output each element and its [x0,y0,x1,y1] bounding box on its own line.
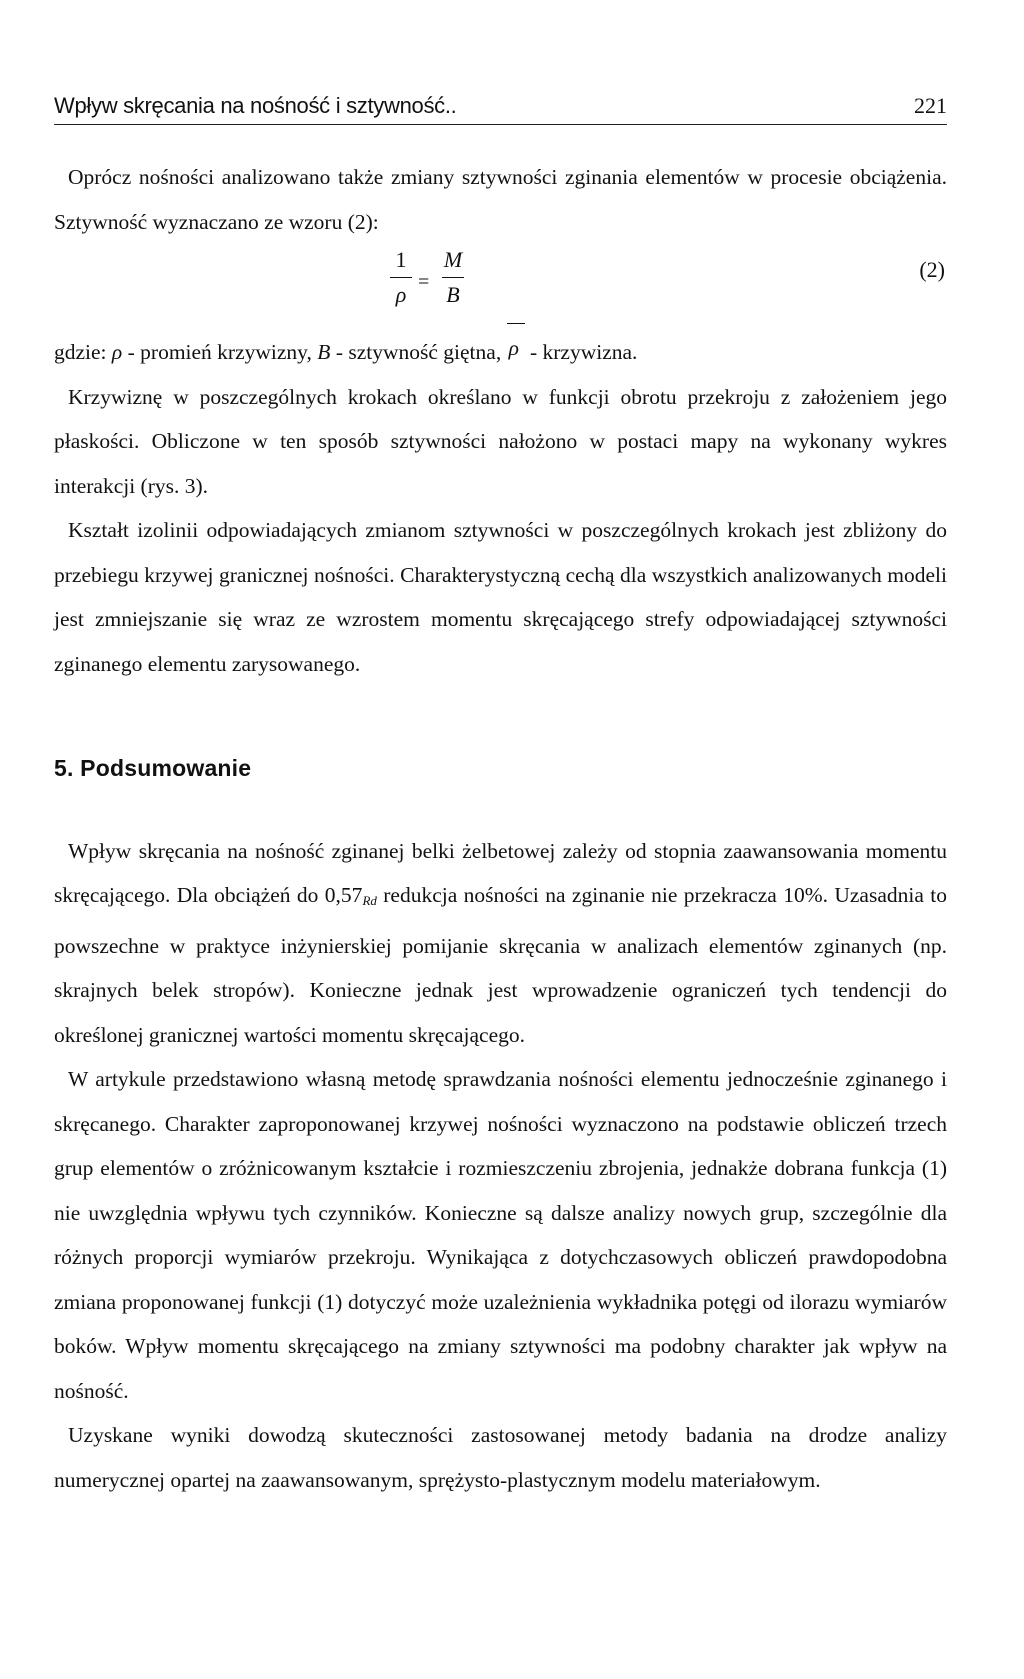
paragraph-conclusion: Uzyskane wyniki dowodzą skuteczności zastosowanej metody badania na drodze analizy numerycznej opartej na zaawansowanym, sprężysto-plastycznym modelu materiałowym. [54,1423,947,1492]
symbol-b: B [317,340,331,364]
page [54,92,947,1502]
fraction-denominator: ρ [395,282,407,307]
paragraph-isolines: Kształt izolinii odpowiadających zmianom sztywności w poszczególnych krokach jest zbliżony do przebiegu krzywej granicznej nośności. Charakterystyczną cechą dla wszystkich analizowanych modeli jest zmniejszanie się wraz ze wzrostem momentu skręcającego strefy odpowiadającej sztywności zginanego elementu zarysowanego. [54,518,947,676]
fraction-denominator: ρ [508,336,519,360]
fraction-bar [442,277,464,278]
summary-text-end: redukcja nośności na zginanie nie przekracza 10%. Uzasadnia to powszechne w praktyce inżynierskiej pomijanie skręcania w analizach elementów zginanych (np. skrajnych belek stropów). Konieczne jednak jest wprowadzenie ograniczeń tych tendencji do określonej granicznej wartości momentu skręcającego. [54,883,947,1047]
subscript-rd: Rd [362,893,377,908]
equation-number: (2) [919,257,945,282]
fraction-denominator: B [446,282,460,307]
running-header [54,92,947,125]
definition-rho: - promień krzywizny, [122,340,318,364]
fraction-bar [507,323,525,324]
paragraph-stiffness-intro: Oprócz nośności analizowano także zmiany sztywności zginania elementów w procesie obciążenia. Sztywność wyznaczano ze wzoru (2): [54,165,947,234]
equals-sign: = [418,271,430,293]
summary-text-start: Wpływ skręcania na nośność zginanej belki żelbetowej zależy od stopnia zaawansowania momentu skręcającego. Dla obciążeń do 0,57 [54,838,947,907]
paragraph-summary-torsion [54,829,947,1058]
symbol-rho: ρ [111,340,123,364]
running-header-title: Wpływ skręcania na nośność i sztywność.. [54,93,457,118]
section-heading: 5. Podsumowanie [54,755,252,781]
fraction-bar [390,277,412,278]
curvature-fraction [507,330,525,375]
fraction-one-over-rho [390,246,412,309]
body-text [54,155,947,1502]
definition-curvature: - krzywizna. [524,340,638,364]
where-prefix: gdzie: [54,340,112,364]
symbol-definitions [54,330,947,375]
fraction-numerator: M [443,247,463,272]
page-number: 221 [914,93,947,118]
definition-b: - sztywność giętna, [330,340,507,364]
paragraph-curvature: Krzywiznę w poszczególnych krokach określano w funkcji obrotu przekroju z założeniem jego płaskości. Obliczone w ten sposób sztywności nałożono w postaci mapy na wykonany wykres interakcji (rys. 3). [54,384,947,498]
curvature-formula [390,246,480,326]
paragraph-method: W artykule przedstawiono własną metodę sprawdzania nośności elementu jednocześnie zginanego i skręcanego. Charakter zaproponowanej krzywej nośności wyznaczono na podstawie obliczeń trzech grup elementów o zróżnicowanym kształcie i rozmieszczeniu zbrojenia, jednakże dobrana funkcja (1) nie uwzględnia wpływu tych czynników. Konieczne są dalsze analizy nowych grup, szczególnie dla różnych proporcji wymiarów przekroju. Wynikająca z dotychczasowych obliczeń prawdopodobna zmiana proponowanej funkcji (1) dotyczyć może uzależnienia wykładnika potęgi od ilorazu wymiarów boków. Wpływ momentu skręcającego na zmiany sztywności ma podobny charakter jak wpływ na nośność. [54,1067,947,1403]
fraction-numerator: 1 [395,247,407,272]
equation-2 [54,244,947,330]
fraction-m-over-b [442,246,464,309]
